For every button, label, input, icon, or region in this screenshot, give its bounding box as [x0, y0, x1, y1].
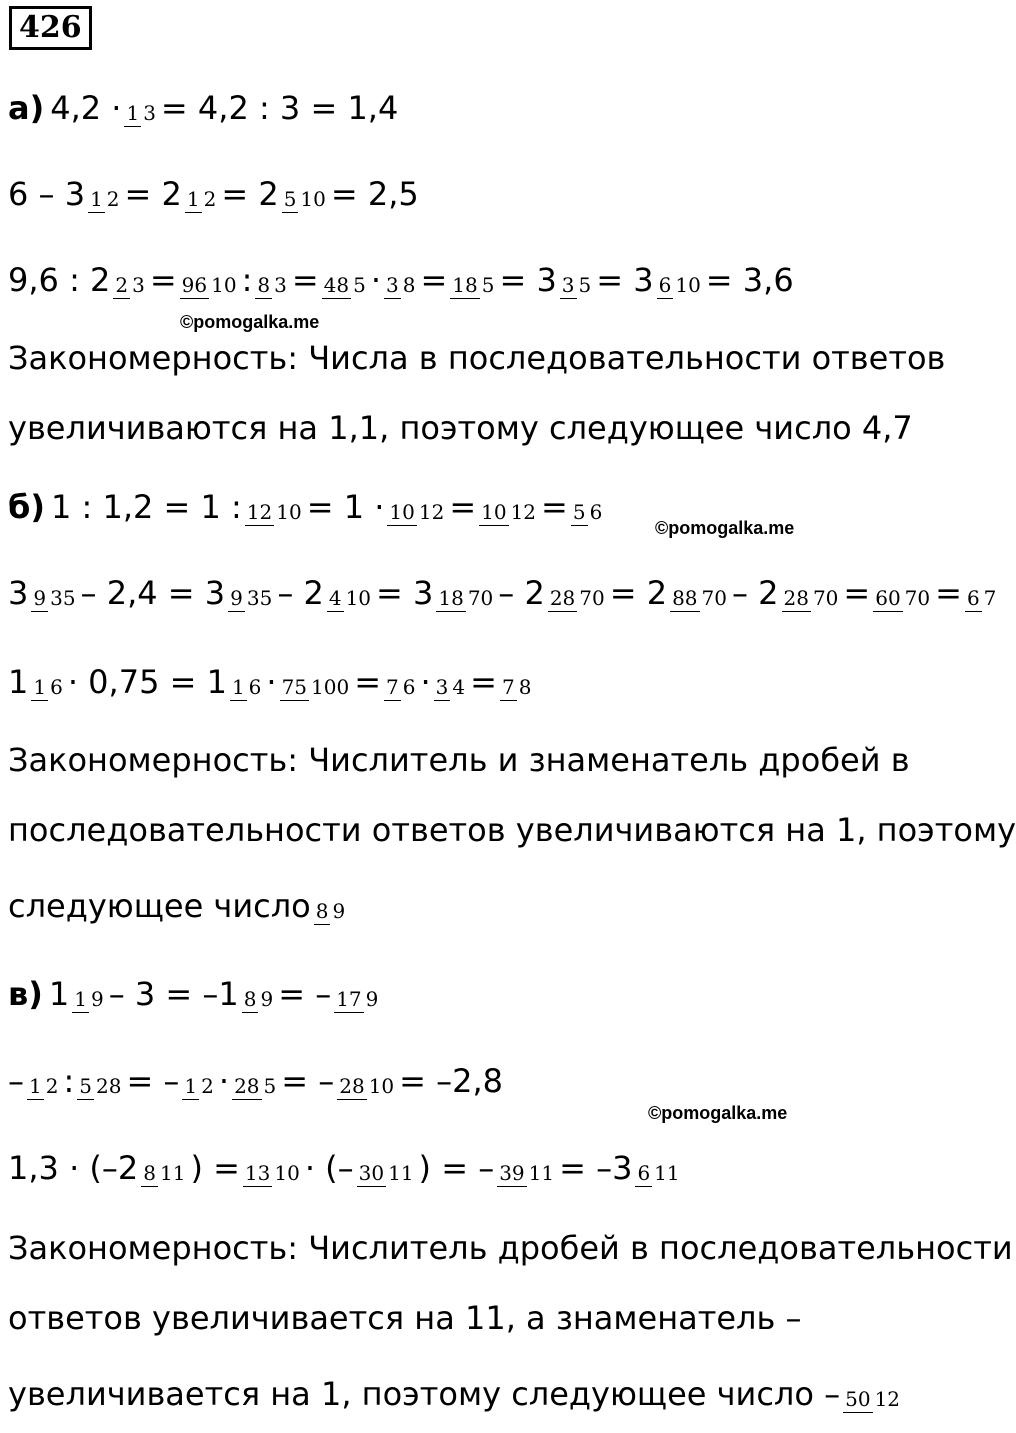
fraction: 28 5	[234, 1074, 277, 1098]
fraction: 12 10	[246, 500, 302, 524]
math-text: =	[541, 488, 568, 526]
math-text: – 2,4 = 3	[80, 574, 226, 612]
fraction: 8 9	[243, 987, 274, 1011]
fraction: 30 11	[358, 1161, 414, 1185]
fraction: 9 35	[33, 586, 76, 610]
part-a-label: а)	[8, 89, 45, 127]
fraction: 3 5	[561, 273, 592, 297]
part-b-pattern-2: последовательности ответов увеличиваются на 1, поэтому	[8, 811, 1016, 849]
math-text: :	[241, 261, 253, 299]
part-c-pattern-2: ответов увеличивается на 11, а знаменатель –	[8, 1299, 802, 1337]
part-c-line-1	[8, 974, 383, 1014]
part-c-pattern-3	[8, 1374, 905, 1414]
math-text: следующее число	[8, 887, 311, 925]
part-c-line-3	[8, 1148, 685, 1188]
part-c-label: в)	[8, 975, 43, 1013]
math-text: = 2,5	[330, 175, 419, 213]
fraction: 8 11	[143, 1161, 186, 1185]
part-c-line-2	[8, 1061, 503, 1101]
fraction: 8 3	[257, 273, 287, 297]
watermark: ©pomogalka.me	[180, 312, 320, 332]
fraction: 6 11	[637, 1161, 680, 1185]
fraction: 39 11	[499, 1161, 555, 1185]
fraction: 4 10	[328, 586, 372, 610]
fraction: 10 12	[481, 500, 537, 524]
fraction: 28 70	[783, 586, 839, 610]
fraction: 5 10	[283, 187, 326, 211]
math-text: = 3	[596, 261, 654, 299]
fraction: 1 9	[74, 987, 104, 1011]
part-a-pattern-2: увеличиваются на 1,1, поэтому следующее число 4,7	[8, 409, 913, 447]
fraction: 10 12	[389, 500, 445, 524]
fraction: 8 9	[315, 899, 346, 923]
fraction: 28 70	[549, 586, 605, 610]
math-text: 6 – 3	[8, 175, 86, 213]
math-text: =	[843, 574, 871, 612]
math-text: – 2	[277, 574, 324, 612]
math-text: · 0,75 = 1	[67, 663, 227, 701]
math-text: =	[420, 261, 448, 299]
math-text: =	[935, 574, 962, 612]
math-text: = 4,2 : 3 = 1,4	[160, 89, 399, 127]
math-text: 3	[8, 574, 29, 612]
math-text: = –2,8	[399, 1062, 504, 1100]
math-text: 4,2 ·	[50, 89, 122, 127]
part-b-line-2	[8, 573, 1001, 613]
math-text: ·	[218, 1062, 230, 1100]
math-text: · (–	[304, 1149, 354, 1187]
fraction: 2 3	[115, 273, 145, 297]
fraction: 88 70	[672, 586, 727, 610]
fraction: 1 3	[126, 101, 156, 125]
fraction: 7 6	[386, 675, 416, 699]
fraction: 6 7	[966, 586, 997, 610]
fraction: 1 2	[186, 187, 217, 211]
math-text: 1	[48, 975, 70, 1013]
fraction: 5 6	[572, 500, 603, 524]
fraction: 50 12	[845, 1387, 901, 1411]
math-text: = –	[126, 1062, 180, 1100]
math-text: =	[149, 261, 177, 299]
math-text: 1,3 · (–2	[8, 1149, 139, 1187]
fraction: 6 10	[658, 273, 701, 297]
math-text: – 2	[498, 574, 545, 612]
fraction: 18 5	[452, 273, 495, 297]
fraction: 1 6	[33, 675, 63, 699]
fraction: 96 10	[181, 273, 237, 297]
fraction: 9 35	[230, 586, 273, 610]
fraction: 5 28	[79, 1074, 122, 1098]
fraction: 17 9	[336, 987, 379, 1011]
math-text: ·	[266, 663, 277, 701]
math-text: – 2	[731, 574, 779, 612]
math-text: ) =	[190, 1149, 240, 1187]
fraction: 1 2	[90, 187, 120, 211]
math-text: = 2	[221, 175, 279, 213]
part-a-line-1	[8, 88, 398, 128]
math-text: = 2	[609, 574, 668, 612]
part-b-line-1	[8, 487, 607, 527]
part-b-pattern-3	[8, 886, 350, 926]
math-text: ·	[370, 261, 381, 299]
fraction: 3 4	[435, 675, 466, 699]
math-text: = –3	[559, 1149, 633, 1187]
math-text: =	[291, 261, 319, 299]
math-text: ·	[420, 663, 431, 701]
math-text: =	[449, 488, 477, 526]
math-text: ) = –	[418, 1149, 495, 1187]
fraction: 60 70	[875, 586, 931, 610]
watermark: ©pomogalka.me	[655, 518, 795, 538]
fraction: 28 10	[339, 1074, 395, 1098]
fraction: 13 10	[244, 1161, 300, 1185]
part-a-pattern-1: Закономерность: Числа в последовательности ответов	[8, 339, 946, 377]
part-a-line-3	[8, 260, 794, 300]
fraction: 48 5	[323, 273, 366, 297]
math-text: = 3	[376, 574, 434, 612]
math-text: = –	[281, 1062, 335, 1100]
math-text: =	[470, 663, 497, 701]
math-text: :	[63, 1062, 75, 1100]
math-text: = 3	[499, 261, 557, 299]
fraction: 1 2	[29, 1074, 59, 1098]
part-c-pattern-1: Закономерность: Числитель дробей в последовательности	[8, 1229, 1013, 1267]
math-text: 1	[8, 663, 29, 701]
problem-number: 426	[9, 6, 92, 50]
math-text: = –	[278, 975, 332, 1013]
fraction: 75 100	[281, 675, 350, 699]
part-a-line-2	[8, 174, 419, 214]
math-text: = 1 ·	[306, 488, 385, 526]
part-b-line-3	[8, 662, 536, 702]
math-text: –	[8, 1062, 24, 1100]
math-text: – 3 = –1	[108, 975, 239, 1013]
part-b-label: б)	[8, 488, 45, 526]
math-text: увеличивается на 1, поэтому следующее число –	[8, 1375, 841, 1413]
fraction: 3 8	[385, 273, 416, 297]
fraction: 7 8	[501, 675, 532, 699]
fraction: 18 70	[438, 586, 494, 610]
math-text: 1 : 1,2 = 1 :	[50, 488, 242, 526]
part-b-pattern-1: Закономерность: Числитель и знаменатель дробей в	[8, 741, 910, 779]
fraction: 1 2	[184, 1074, 214, 1098]
watermark: ©pomogalka.me	[648, 1103, 788, 1123]
math-text: = 2	[124, 175, 182, 213]
math-text: = 3,6	[705, 261, 794, 299]
fraction: 1 6	[231, 675, 262, 699]
math-text: =	[354, 663, 382, 701]
math-text: 9,6 : 2	[8, 261, 111, 299]
